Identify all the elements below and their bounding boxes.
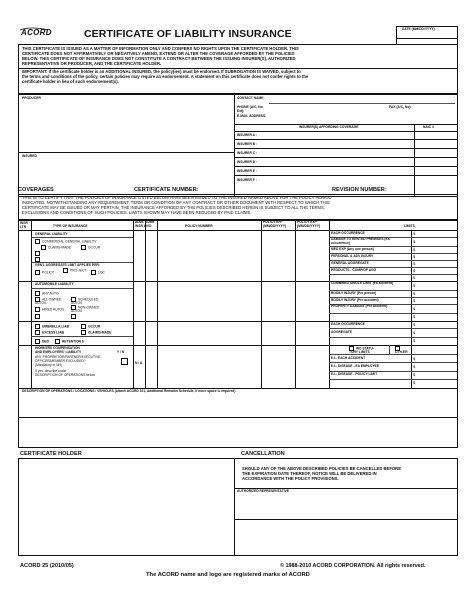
insurer-f-label: INSURER F : — [237, 178, 257, 182]
form-title: CERTIFICATE OF LIABILITY INSURANCE — [84, 28, 292, 40]
dollar-16: $ — [413, 356, 416, 361]
authorized-rep-input[interactable] — [237, 496, 455, 516]
coverages-heading: COVERAGES — [18, 187, 54, 193]
cancel-text-2: THE EXPIRATION DATE THEREOF, NOTICE WILL BE DELIVERED IN — [242, 471, 377, 476]
hired-label: HIRED AUTOS — [42, 307, 65, 312]
agg-loc-option[interactable] — [91, 270, 105, 275]
col-insr-ltr: INSR LTR — [20, 221, 28, 229]
dollar-14: $ — [413, 330, 416, 335]
description-label: DESCRIPTION OF OPERATIONS / LOCATIONS / VEHICLES (Attach ACORD 101, Additional Remarks Schedule, if more space is required) — [22, 389, 236, 393]
limit-general-aggregate: GENERAL AGGREGATE — [331, 261, 369, 265]
insurer-e-label: INSURER E : — [237, 169, 257, 173]
claims-made-label: CLAIMS-MADE — [48, 245, 71, 250]
email-label: E-MAIL ADDRESS: — [237, 114, 267, 118]
coverages-text-1: THIS IS TO CERTIFY THAT THE POLICIES OF INSURANCE LISTED BELOW HAVE BEEN ISSUED TO THE INSURED NAMED ABOVE FOR THE POLICY PERIOD — [22, 195, 332, 200]
gl-extra-1[interactable] — [35, 251, 42, 256]
certificate-holder-input[interactable] — [22, 462, 230, 550]
general-liability-title: GENERAL LIABILITY — [35, 232, 68, 236]
umbrella-occur-label: OCCUR — [88, 324, 101, 329]
limit-med-exp: MED EXP (Any one person) — [331, 247, 374, 251]
disclaimer-line-2: CERTIFICATE DOES NOT AFFIRMATIVELY OR NEGATIVELY AMEND, EXTEND OR ALTER THE COVERAGE AFFORDED BY THE POLICIES — [22, 51, 295, 56]
certificate-holder-heading: CERTIFICATE HOLDER — [20, 451, 82, 457]
cancel-text-3: ACCORDANCE WITH THE POLICY PROVISIONS. — [242, 476, 339, 481]
insurer-b-label: INSURER B : — [237, 142, 258, 146]
cancel-text-1: SHOULD ANY OF THE ABOVE DESCRIBED POLICIES BE CANCELLED BEFORE — [242, 466, 401, 471]
agg-project-option[interactable] — [63, 268, 87, 273]
yn-label: Y / N — [117, 350, 125, 354]
auto-extra-1[interactable] — [35, 314, 42, 319]
workers-comp-title-2: AND EMPLOYERS' LIABILITY — [35, 350, 82, 354]
scheduled-label: SCHEDULED AUTOS — [71, 297, 99, 306]
any-auto-label: ANY AUTO — [42, 291, 59, 296]
retention-label: RETENTION $ — [62, 339, 84, 344]
umbrella-claims-option[interactable] — [81, 330, 111, 335]
oth-er-label: OTH-ER — [395, 350, 408, 355]
non-owned-option[interactable] — [71, 305, 103, 314]
dollar-12: $ — [413, 314, 416, 319]
fax-label: FAX (A/C, No): — [389, 105, 412, 109]
umbrella-occur-option[interactable] — [81, 324, 100, 329]
dollar-19: $ — [413, 380, 416, 385]
limit-el-each-accident: E.L. EACH ACCIDENT — [331, 356, 366, 360]
all-owned-label: ALL OWNED AUTOS — [35, 297, 62, 306]
form-id: ACORD 25 (2010/05) — [20, 563, 74, 569]
certificate-number-label: CERTIFICATE NUMBER: — [134, 187, 199, 193]
workers-comp-title-1: WORKERS COMPENSATION — [35, 346, 80, 350]
important-line-2: the terms and conditions of the policy, certain policies may require an endorsement. A statement on this certificate does not confer rights to the — [22, 74, 309, 79]
col-type: TYPE OF INSURANCE — [53, 224, 88, 228]
disclaimer-line-3: BELOW. THIS CERTIFICATE OF INSURANCE DOES NOT CONSTITUTE A CONTRACT BETWEEN THE ISSUING INSURER(S), AUTHORIZED — [22, 56, 296, 61]
mandatory-nh-text: (Mandatory in NH) — [35, 363, 62, 367]
umbrella-option[interactable] — [35, 324, 69, 329]
col-exp: POLICY EXP (MM/DD/YYYY) — [297, 220, 321, 228]
cgl-label: COMMERCIAL GENERAL LIABILITY — [42, 239, 97, 244]
limit-umb-aggregate: AGGREGATE — [331, 330, 353, 334]
date-label: DATE (MM/DD/YYYY) — [402, 27, 435, 31]
excess-label: EXCESS LIAB — [42, 330, 64, 335]
all-owned-option[interactable] — [35, 297, 65, 306]
contact-name-label: CONTACT NAME: — [237, 96, 265, 100]
cgl-option[interactable] — [35, 239, 97, 244]
dollar-17: $ — [413, 364, 416, 369]
certificate-page — [16, 14, 460, 580]
limit-el-disease-employee: E.L. DISEASE - EA EMPLOYEE — [331, 364, 380, 368]
if-yes-text: If yes, describe under — [35, 369, 67, 373]
officer-excluded-yn-box[interactable] — [121, 358, 128, 365]
gen-agg-label: GEN'L AGGREGATE LIMIT APPLIES PER: — [35, 263, 100, 267]
important-line-1: IMPORTANT: If the certificate holder is an ADDITIONAL INSURED, the policy(ies) must be endorsed. If SUBROGATION IS WAIVED, subject to — [22, 69, 301, 74]
desc-operations-below: DESCRIPTION OF OPERATIONS below — [35, 373, 95, 377]
limit-el-disease-policy: E.L. DISEASE - POLICY LIMIT — [331, 372, 378, 376]
retention-option[interactable] — [55, 339, 84, 344]
dollar-3: $ — [413, 247, 416, 252]
non-owned-label: NON-OWNED AUTOS — [71, 305, 100, 314]
limit-combined-single: COMBINED SINGLE LIMIT (Ea accident) — [331, 281, 394, 285]
ded-label: DED — [42, 339, 49, 344]
any-proprietor-text: ANY PROPRIETOR/PARTNER/EXECUTIVE — [35, 355, 101, 359]
authorized-rep-label: AUTHORIZED REPRESENTATIVE — [237, 489, 289, 493]
contact-name-field[interactable] — [269, 100, 455, 104]
coverages-text-4: EXCLUSIONS AND CONDITIONS OF SUCH POLICIES. LIMITS SHOWN MAY HAVE BEEN REDUCED BY PAID CLAIMS. — [22, 210, 252, 215]
auto-extra-2[interactable] — [71, 314, 78, 319]
disclaimer-box — [18, 44, 458, 94]
coverage-table — [18, 220, 458, 418]
policy-exp-input[interactable] — [297, 232, 327, 386]
producer-input[interactable] — [22, 102, 230, 152]
dollar-4: $ — [413, 254, 416, 259]
limit-property-damage: PROPERTY DAMAGE (Per accident) — [331, 304, 388, 308]
umbrella-claims-label: CLAIMS-MADE — [88, 330, 112, 335]
dollar-18: $ — [413, 372, 416, 377]
disclaimer-line-1: THIS CERTIFICATE IS ISSUED AS A MATTER OF INFORMATION ONLY AND CONFERS NO RIGHTS UPON THE CERTIFICATE HOLDER. THIS — [22, 46, 299, 51]
dollar-10: $ — [413, 298, 416, 303]
coverages-text-2: INDICATED. NOTWITHSTANDING ANY REQUIREMENT, TERM OR CONDITION OF ANY CONTRACT OR OTHER DOCUMENT WITH RESPECT TO WHICH THIS — [22, 200, 330, 205]
description-box — [18, 418, 458, 448]
revision-number-label: REVISION NUMBER: — [332, 187, 387, 193]
occur-option[interactable] — [81, 245, 100, 250]
acord-logo — [18, 26, 52, 38]
description-input[interactable] — [22, 395, 454, 417]
auto-liability-title: AUTOMOBILE LIABILITY — [35, 282, 74, 286]
agg-loc-label: LOC — [98, 270, 105, 275]
limit-personal-adv: PERSONAL & ADV INJURY — [331, 254, 374, 258]
disclaimer-line-4: REPRESENTATIVE OR PRODUCER, AND THE CERTIFICATE HOLDER. — [22, 61, 162, 66]
limit-products-comp: PRODUCTS - COMP/OP AGG — [331, 268, 377, 272]
limit-umb-each-occurrence: EACH OCCURRENCE — [331, 322, 365, 326]
dollar-2: $ — [413, 239, 416, 244]
insured-label: INSURED — [22, 154, 37, 158]
officer-excluded-text: OFFICER/MEMBER EXCLUDED? — [35, 359, 86, 363]
policy-number-input[interactable] — [159, 232, 259, 386]
coverages-text-3: CERTIFICATE MAY BE ISSUED OR MAY PERTAIN, THE INSURANCE AFFORDED BY THE POLICIES DESCRIBED HEREIN IS SUBJECT TO ALL THE TERMS, — [22, 205, 325, 210]
wc-statu-label: WC STATU-TORY LIMITS — [349, 346, 375, 355]
dollar-8: $ — [413, 283, 416, 288]
insurer-c-label: INSURER C : — [237, 151, 258, 155]
col-eff: POLICY EFF (MM/DD/YYYY) — [263, 220, 287, 228]
copyright-text: © 1988-2010 ACORD CORPORATION. All rights reserved. — [280, 563, 426, 569]
limit-bodily-accident: BODILY INJURY (Per accident) — [331, 298, 379, 302]
cancellation-heading: CANCELLATION — [241, 451, 285, 457]
producer-label: PRODUCER — [22, 96, 41, 100]
holder-cancel-box — [18, 458, 458, 556]
dollar-9: $ — [413, 291, 416, 296]
occur-label: OCCUR — [88, 245, 101, 250]
coverages-text-box — [18, 194, 458, 220]
agg-project-label: PRO-JECT — [70, 268, 87, 273]
umbrella-label: UMBRELLA LIAB — [42, 324, 69, 329]
logo-text: ACORD — [21, 28, 52, 37]
insurers-heading: INSURER(S) AFFORDING COVERAGE — [299, 125, 359, 129]
limit-damage-rented: DAMAGE TO RENTED PREMISES (Ea occurrence) — [331, 237, 390, 245]
limit-bodily-person: BODILY INJURY (Per person) — [331, 291, 377, 295]
dollar-11: $ — [413, 306, 416, 311]
col-policy-number: POLICY NUMBER — [185, 224, 213, 228]
dollar-13: $ — [413, 322, 416, 327]
excess-option[interactable] — [35, 330, 64, 335]
agg-policy-label: POLICY — [42, 270, 55, 275]
dollar-6: $ — [413, 268, 416, 273]
dollar-5: $ — [413, 261, 416, 266]
important-line-3: certificate holder in lieu of such endorsement(s). — [22, 79, 119, 84]
dollar-1: $ — [413, 231, 416, 236]
insurer-d-label: INSURER D : — [237, 160, 258, 164]
ded-option[interactable] — [35, 339, 49, 344]
insurer-a-label: INSURER A : — [237, 133, 257, 137]
col-addl-subr: ADDL SUBR INSR WVD — [135, 220, 155, 228]
naic-label: NAIC # — [423, 125, 434, 129]
hired-option[interactable] — [35, 307, 64, 312]
claims-made-option[interactable] — [41, 245, 71, 250]
agg-policy-option[interactable] — [35, 270, 54, 275]
dollar-15: $ — [413, 338, 416, 343]
trademark-text: The ACORD name and logo are registered marks of ACORD — [146, 572, 310, 578]
na-label: N / A — [135, 361, 143, 365]
limit-each-occurrence: EACH OCCURRENCE — [331, 231, 365, 235]
policy-eff-input[interactable] — [263, 232, 293, 386]
any-auto-option[interactable] — [35, 291, 59, 296]
phone-label: PHONE (A/C, No, Ext): — [237, 105, 264, 113]
producer-insured-box — [18, 94, 458, 197]
dollar-7: $ — [413, 275, 416, 280]
col-limits: LIMITS — [404, 224, 415, 228]
